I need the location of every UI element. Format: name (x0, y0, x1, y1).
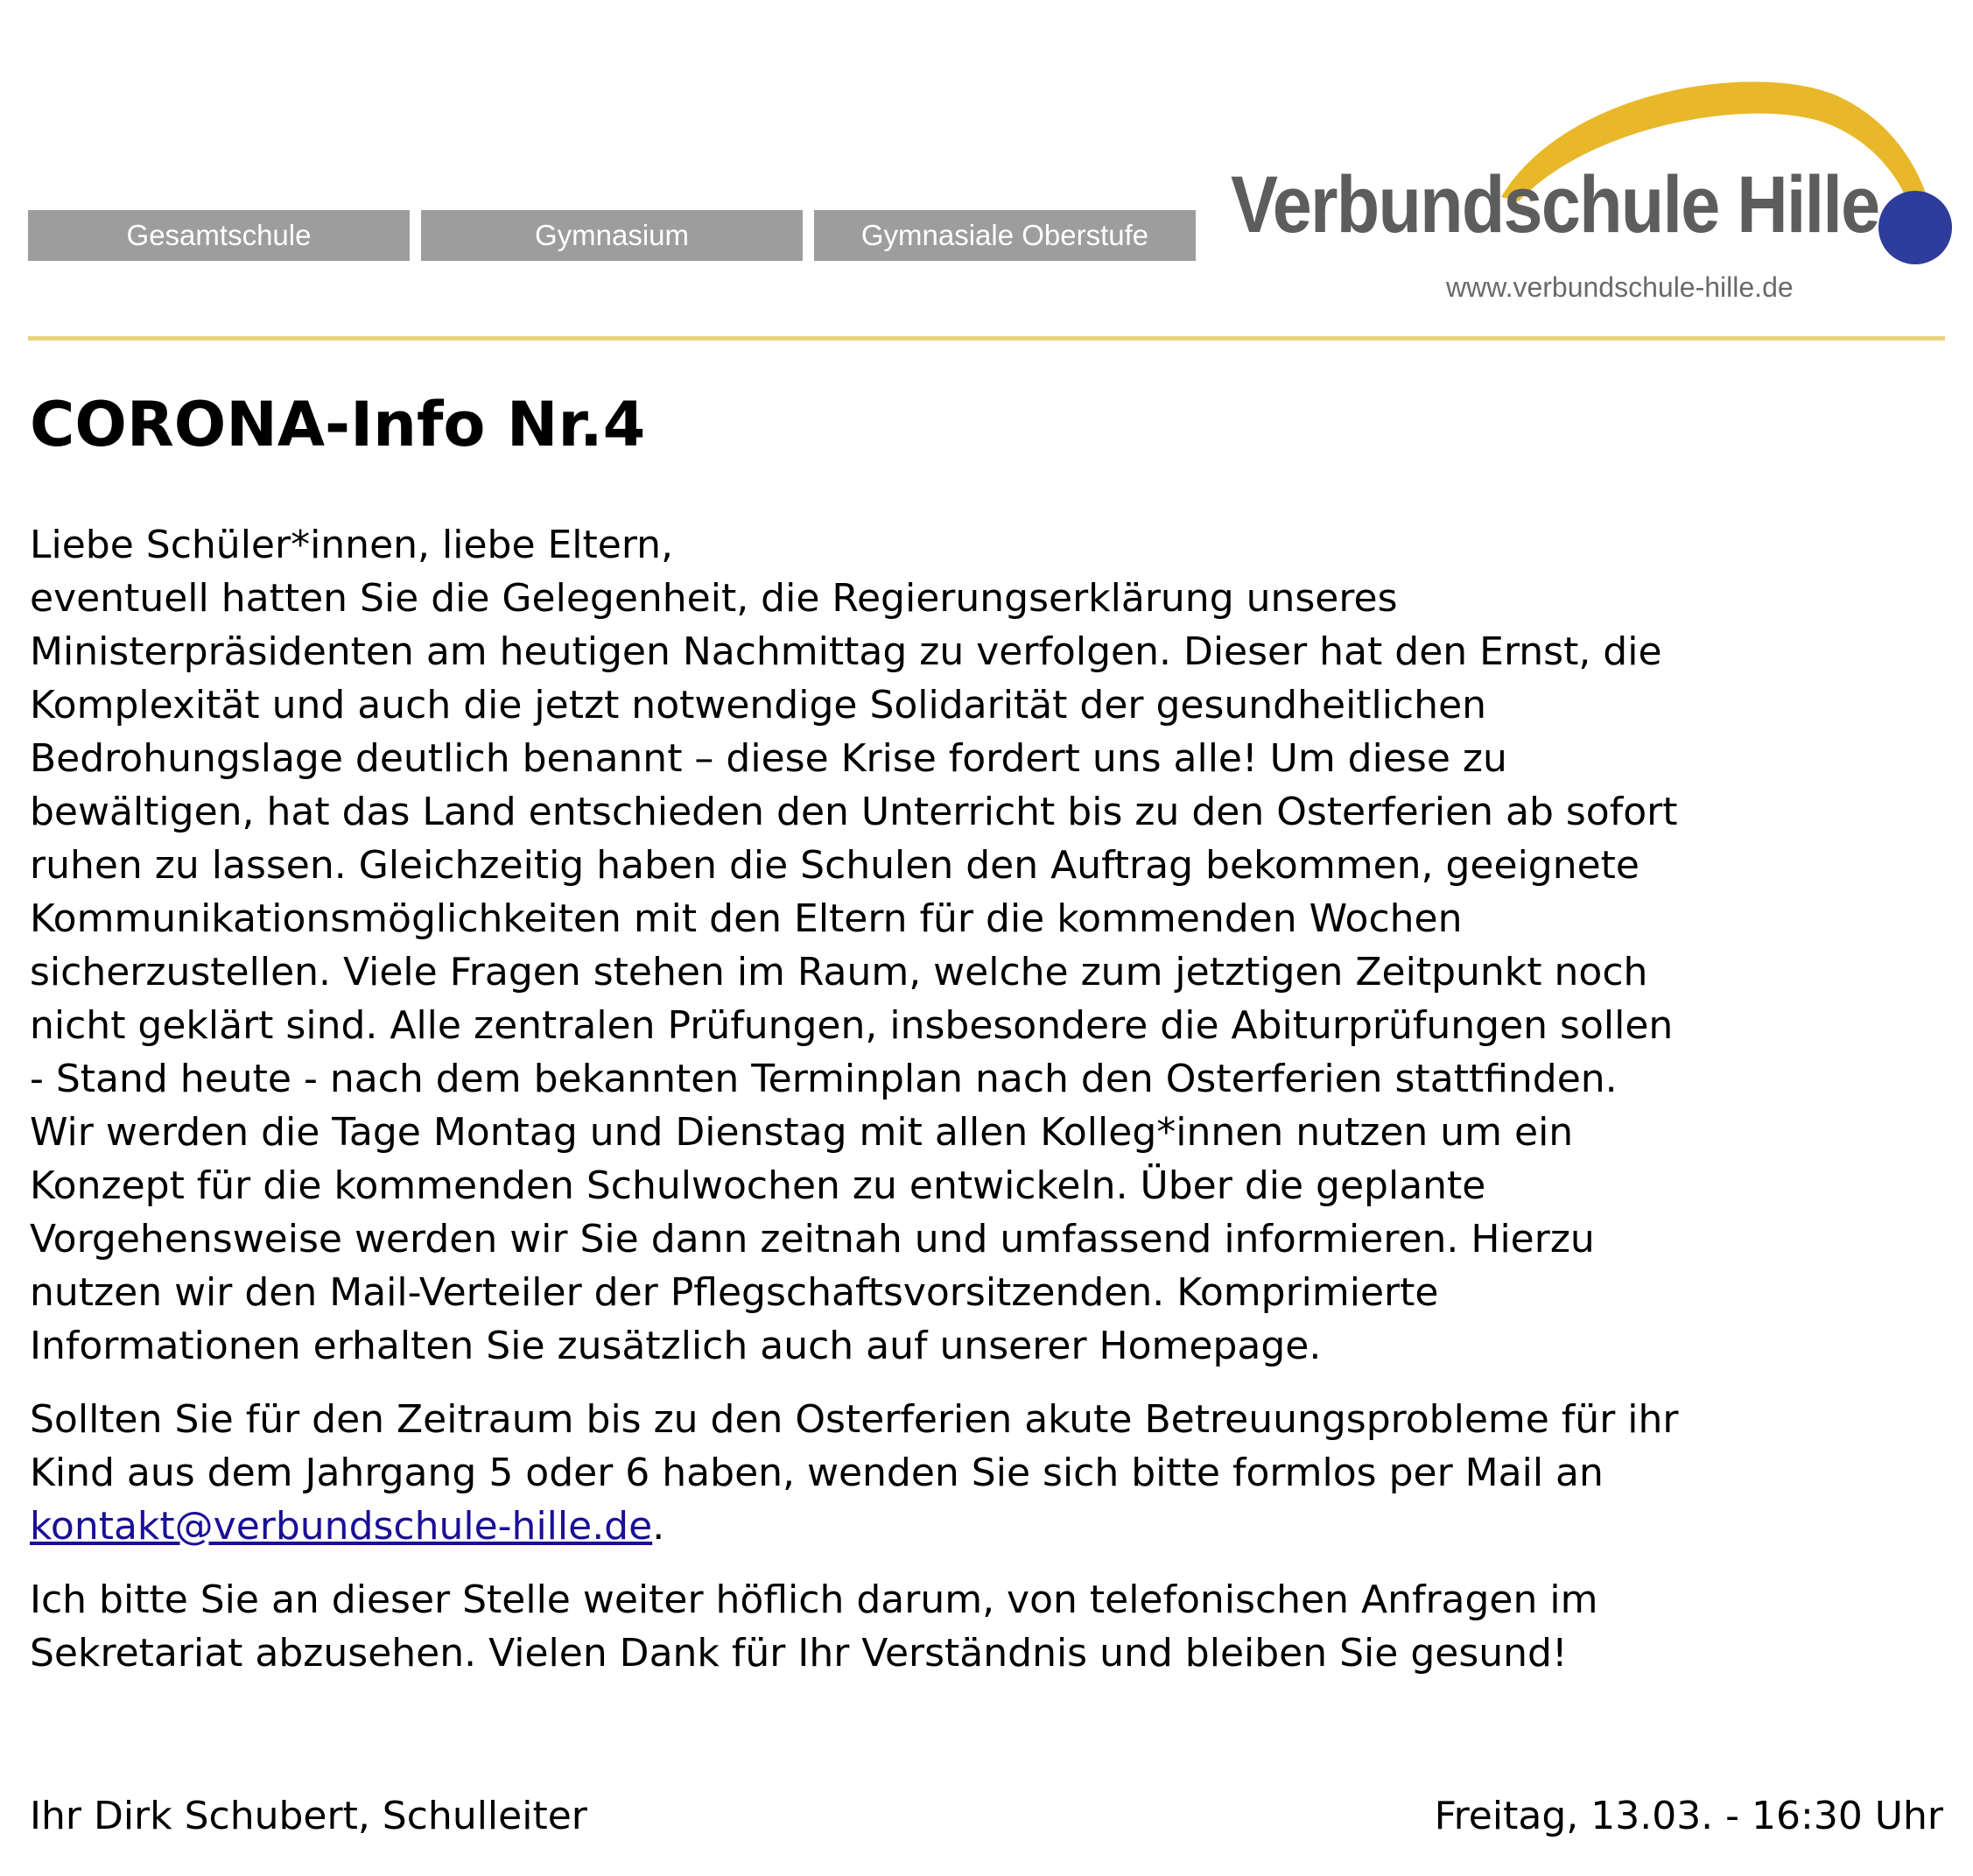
date-time: Freitag, 13.03. - 16:30 Uhr (1434, 1794, 1943, 1838)
text-line: sicherzustellen. Viele Fragen stehen im Raum, welche zum jetztigen Zeitpunkt noch (30, 950, 1648, 994)
text-line: Kommunikationsmöglichkeiten mit den Eltern für die kommenden Wochen (30, 896, 1463, 941)
text-line: Komplexität und auch die jetzt notwendige Solidarität der gesundheitlichen (30, 683, 1487, 727)
text-line: Ministerpräsidenten am heutigen Nachmittag zu verfolgen. Dieser hat den Ernst, die (30, 629, 1662, 674)
text-line: Bedrohungslage deutlich benannt – diese Krise fordert uns alle! Um diese zu (30, 736, 1507, 781)
text-line: Wir werden die Tage Montag und Dienstag mit allen Kolleg*innen nutzen um ein (30, 1110, 1574, 1155)
text-line: Informationen erhalten Sie zusätzlich auch auf unserer Homepage. (30, 1324, 1322, 1368)
text-line: Sollten Sie für den Zeitraum bis zu den Osterferien akute Betreuungsprobleme für ihr (30, 1397, 1679, 1442)
contact-email-link[interactable]: kontakt@verbundschule-hille.de (30, 1504, 653, 1549)
text-line: Kind aus dem Jahrgang 5 oder 6 haben, wenden Sie sich bitte formlos per Mail an (30, 1451, 1604, 1495)
text-line: Konzept für die kommenden Schulwochen zu entwickeln. Über die geplante (30, 1163, 1486, 1208)
text-line: eventuell hatten Sie die Gelegenheit, die Regierungserklärung unseres (30, 576, 1398, 621)
paragraph-3 (30, 1573, 1964, 1680)
page-title: CORONA-Info Nr.4 (30, 389, 646, 460)
letter-body (30, 518, 1964, 1680)
tab-gymnasiale-oberstufe[interactable]: Gymnasiale Oberstufe (814, 210, 1196, 261)
logo-title: Verbundschule Hille (1231, 160, 1879, 249)
tab-gesamtschule[interactable]: Gesamtschule (28, 210, 410, 261)
sentence-end: . (652, 1504, 665, 1549)
paragraph-2 (30, 1393, 1964, 1553)
text-line: ruhen zu lassen. Gleichzeitig haben die Schulen den Auftrag bekommen, geeignete (30, 843, 1639, 888)
signature: Ihr Dirk Schubert, Schulleiter (30, 1794, 587, 1838)
text-line: nutzen wir den Mail-Verteiler der Pflegschaftsvorsitzenden. Komprimierte (30, 1270, 1439, 1315)
text-line (30, 1500, 1964, 1553)
text-line: Liebe Schüler*innen, liebe Eltern, (30, 523, 674, 567)
text-line: nicht geklärt sind. Alle zentralen Prüfungen, insbesondere die Abiturprüfungen sollen (30, 1003, 1674, 1048)
logo-url[interactable]: www.verbundschule-hille.de (1446, 271, 1794, 303)
logo-dot (1878, 191, 1952, 264)
school-logo[interactable] (1217, 61, 1961, 315)
tab-gymnasium[interactable]: Gymnasium (421, 210, 803, 261)
text-line: - Stand heute - nach dem bekannten Terminplan nach den Osterferien stattfinden. (30, 1057, 1618, 1101)
text-line: Sekretariat abzusehen. Vielen Dank für Ihr Verständnis und bleiben Sie gesund! (30, 1631, 1568, 1676)
paragraph-1 (30, 518, 1964, 1373)
text-line: Vorgehensweise werden wir Sie dann zeitnah und umfassend informieren. Hierzu (30, 1217, 1595, 1261)
text-line: Ich bitte Sie an dieser Stelle weiter höflich darum, von telefonischen Anfragen im (30, 1577, 1598, 1622)
header (0, 0, 1973, 350)
text-line: bewältigen, hat das Land entschieden den Unterricht bis zu den Osterferien ab sofort (30, 790, 1678, 834)
header-divider (28, 336, 1945, 341)
